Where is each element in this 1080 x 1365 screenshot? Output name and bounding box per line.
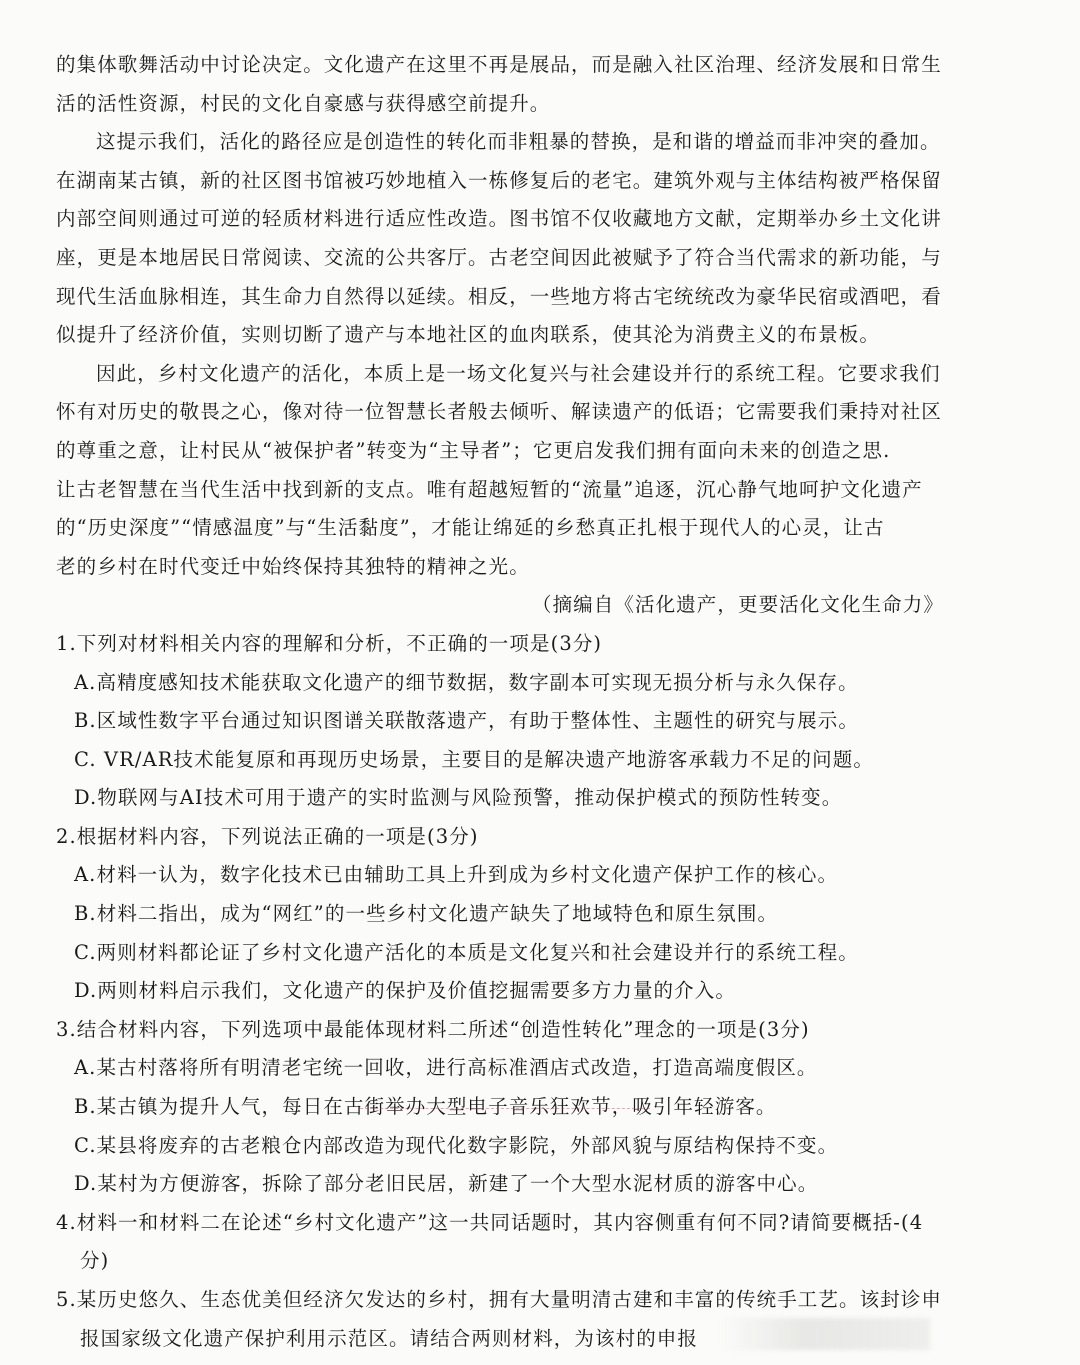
option-a: A.某古村落将所有明清老宅统一回收，进行高标准酒店式改造，打造高端度假区。 bbox=[74, 1056, 818, 1080]
passage-line: 座，更是本地居民日常阅读、交流的公共客厅。古老空间因此被赋予了符合当代需求的新功能，与 bbox=[56, 245, 942, 269]
option-a: A.高精度感知技术能获取文化遗产的细节数据，数字副本可实现无损分析与永久保存。 bbox=[74, 670, 859, 694]
passage-line: 现代生活血脉相连，其生命力自然得以延续。相反，一些地方将古宅统统改为豪华民宿或酒吧，看 bbox=[56, 284, 942, 308]
option-b: B.区域性数字平台通过知识图谱关联散落遗产，有助于整体性、主题性的研究与展示。 bbox=[74, 709, 859, 733]
option-c: C.两则材料都论证了乡村文化遗产活化的本质是文化复兴和社会建设并行的系统工程。 bbox=[74, 940, 859, 964]
passage-line: 老的乡村在时代变迁中始终保持其独特的精神之光。 bbox=[56, 554, 530, 578]
passage-line: 的“历史深度”“情感温度”与“生活黏度”，才能让绵延的乡愁真正扎根于现代人的心灵，让古 bbox=[56, 516, 885, 540]
passage-line: 让古老智慧在当代生活中找到新的支点。唯有超越短暂的“流量”追逐，沉心静气地呵护文化遗产 bbox=[56, 477, 923, 501]
question-5 bbox=[56, 1281, 980, 1358]
passage-line: 内部空间则通过可逆的轻质材料进行适应性改造。图书馆不仅收藏地方文献，定期举办乡土文化讲 bbox=[56, 207, 942, 231]
passage-line: 的集体歌舞活动中讨论决定。文化遗产在这里不再是展品，而是融入社区治理、经济发展和日常生 bbox=[56, 53, 942, 76]
reading-passage bbox=[56, 46, 980, 625]
passage-line: 活的活性资源，村民的文化自豪感与获得感空前提升。 bbox=[56, 91, 551, 115]
passage-paragraph-start: 这提示我们，活化的路径应是创造性的转化而非粗暴的替换，是和谐的增益而非冲突的叠加。 bbox=[96, 130, 941, 154]
passage-line: 怀有对历史的敬畏之心，像对待一位智慧长者般去倾听、解读遗产的低语；它需要我们秉持对社区 bbox=[56, 400, 942, 424]
question-3 bbox=[56, 1011, 980, 1204]
question-4 bbox=[56, 1204, 980, 1281]
option-d: D.某村为方便游客，拆除了部分老旧民居，新建了一个大型水泥材质的游客中心。 bbox=[74, 1172, 819, 1196]
question-stem-continuation: 分) bbox=[80, 1249, 110, 1273]
question-stem: 2.根据材料内容，下列说法正确的一项是(3分) bbox=[56, 824, 479, 848]
option-a: A.材料一认为，数字化技术已由辅助工具上升到成为乡村文化遗产保护工作的核心。 bbox=[74, 863, 839, 887]
option-d: D.两则材料启示我们，文化遗产的保护及价值挖掘需要多方力量的介入。 bbox=[74, 979, 736, 1003]
question-stem: 3.结合材料内容，下列选项中最能体现材料二所述“创造性转化”理念的一项是(3分) bbox=[56, 1017, 810, 1041]
question-stem: 5.某历史悠久、生态优美但经济欠发达的乡村，拥有大量明清古建和丰富的传统手工艺。该封诊申 bbox=[56, 1288, 943, 1311]
passage-line: 在湖南某古镇，新的社区图书馆被巧妙地植入一栋修复后的老宅。建筑外观与主体结构被严格保留 bbox=[56, 168, 942, 192]
option-d: D.物联网与AI技术可用于遗产的实时监测与风险预警，推动保护模式的预防性转变。 bbox=[74, 786, 843, 810]
passage-paragraph-start: 因此，乡村文化遗产的活化，本质上是一场文化复兴与社会建设并行的系统工程。它要求我们 bbox=[96, 361, 941, 385]
passage-line: 似提升了经济价值，实则切断了遗产与本地社区的血肉联系，使其沦为消费主义的布景板。 bbox=[56, 323, 881, 347]
option-c: C.某县将废弃的古老粮仓内部改造为现代化数字影院，外部风貌与原结构保持不变。 bbox=[74, 1133, 839, 1157]
option-c: C. VR/AR技术能复原和再现历史场景，主要目的是解决遗产地游客承载力不足的问题。 bbox=[74, 747, 874, 771]
passage-line: 的尊重之意，让村民从“被保护者”转变为“主导者”；它更启发我们拥有面向未来的创造之思. bbox=[56, 438, 891, 462]
source-citation: （摘编自《活化遗产，更要活化文化生命力》 bbox=[531, 593, 944, 617]
question-list bbox=[56, 625, 980, 1358]
question-2 bbox=[56, 818, 980, 1011]
question-stem: 4.材料一和材料二在论述“乡村文化遗产”这一共同话题时，其内容侧重有何不同?请简要概括-(4 bbox=[56, 1210, 924, 1234]
question-stem-continuation: 报国家级文化遗产保护利用示范区。请结合两则材料，为该村的申报 bbox=[80, 1326, 699, 1350]
option-b: B.材料二指出，成为“网红”的一些乡村文化遗产缺失了地域特色和原生氛围。 bbox=[74, 902, 779, 926]
question-1 bbox=[56, 625, 980, 818]
option-b: B.某古镇为提升人气，每日在古街举办大型电子音乐狂欢节，吸引年轻游客。 bbox=[74, 1095, 777, 1119]
question-stem: 1.下列对材料相关内容的理解和分析，不正确的一项是(3分) bbox=[56, 631, 603, 655]
